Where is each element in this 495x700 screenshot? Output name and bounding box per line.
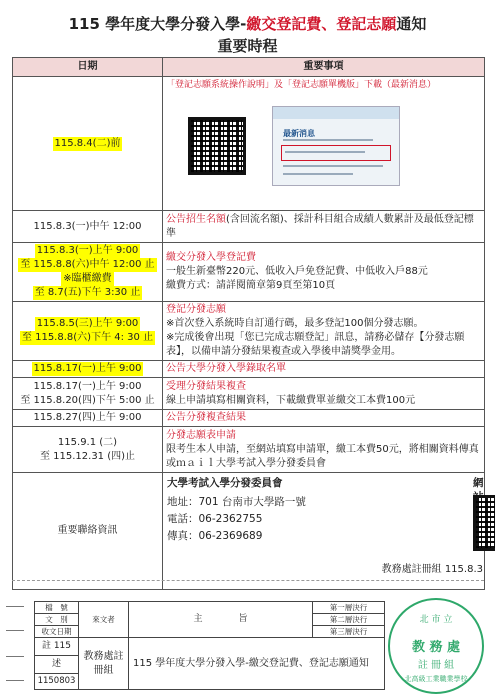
row-item: 「登記志願系統操作說明」及「登記志願單機版」下載（最新消息） 最新消息 [163,77,485,211]
document-subtitle: 重要時程 [217,37,278,55]
cut-line [12,580,484,581]
row-item: 受理分發結果複查 線上申請填寫相關資料，下載繳費單並繳交工本費100元 [163,378,485,410]
margin-rule [6,630,24,631]
website-screenshot: 最新消息 [272,106,400,186]
contact-phone: 電話：06-2362755 [167,513,263,525]
table-header [13,58,485,77]
table-row [13,302,485,361]
row-item: 登記分發志願 ※首次登入系統時自訂通行碼，最多登記100個分發志願。 ※完成後會出現「您已完成志願登記」訊息，請務必儲存【分發志願表】，以備申請分發結果複查或入學後申請獎學金用。 [163,302,485,361]
qr-code-icon[interactable] [188,117,246,175]
row-item: 公告大學分發入學錄取名單 [163,361,485,378]
row-item: 公告招生名額(含回流名額)、採計科目組合成績人數累計及最低登記標準 [163,211,485,243]
row-date: 115.8.4(二)前 [13,77,163,211]
row-date: 115.9.1 (二) 至 115.12.31 (四)止 [13,427,163,473]
row-date: 115.8.27(四)上午 9:00 [13,410,163,427]
table-row [13,361,485,378]
table-row [13,77,485,211]
website-link-label: 網 [473,477,484,489]
header-date: 日期 [13,58,163,77]
issuer-footnote: 教務處註冊組 115.8.3 [381,564,483,575]
margin-rule [6,680,24,681]
margin-rule [6,656,24,657]
office-seal: 北 市 立 教 務 處 註 冊 組 北高級工業職業學校 [388,598,484,694]
row-item: 公告分發複查結果 [163,410,485,427]
table-row [13,211,485,243]
row-item: 分發志願表申請 限考生本人申請，至網站填寫申請單，繳工本費50元，將相關資料傳真或ｍａｉｌ大學考試入學分發委員會 [163,427,485,473]
website-qr-code-icon[interactable] [473,495,495,551]
contact-address: 地址：701 台南市大學路一號 [167,496,306,508]
schedule-table [12,57,485,590]
margin-rule [6,606,24,607]
row-date: 115.8.17(一)上午 9:00 至 115.8.20(四)下午 5:00 止 [13,378,163,410]
table-row [13,243,485,302]
table-row [13,427,485,473]
routing-form: 檔 號 來文者 主 旨 第一層決行 文 別 第二層決行 收文日期 第三層決行 註 115 教務處註冊組 115 學年度大學分發入學-繳交登記費、登記志願通知 述 1150803 [34,601,385,690]
document-title: 115 學年度大學分發入學-繳交登記費、登記志願通知 [68,15,427,33]
table-row [13,410,485,427]
row-date: 115.8.5(三)上午 9:00 至 115.8.8(六)下午 4: 30 止 [13,302,163,361]
table-row [13,378,485,410]
row-date: 115.8.17(一)上午 9:00 [13,361,163,378]
row-date: 115.8.3(一)上午 9:00 至 115.8.8(六)中午 12:00 止 ※臨櫃繳費 至 8.7(五)下午 3:30 止 [13,243,163,302]
contact-label: 重要聯絡資訊 [13,473,163,590]
contact-fax: 傳真：06-2369689 [167,530,263,542]
row-date: 115.8.3(一)中午 12:00 [13,211,163,243]
header-items: 重要事項 [163,58,485,77]
row-item: 繳交分發入學登記費 一般生新臺幣220元、低收入戶免登記費、中低收入戶88元 繳費方式：請詳閱簡章第9頁至第10頁 [163,243,485,302]
contact-org: 大學考試入學分發委員會 [167,477,283,489]
